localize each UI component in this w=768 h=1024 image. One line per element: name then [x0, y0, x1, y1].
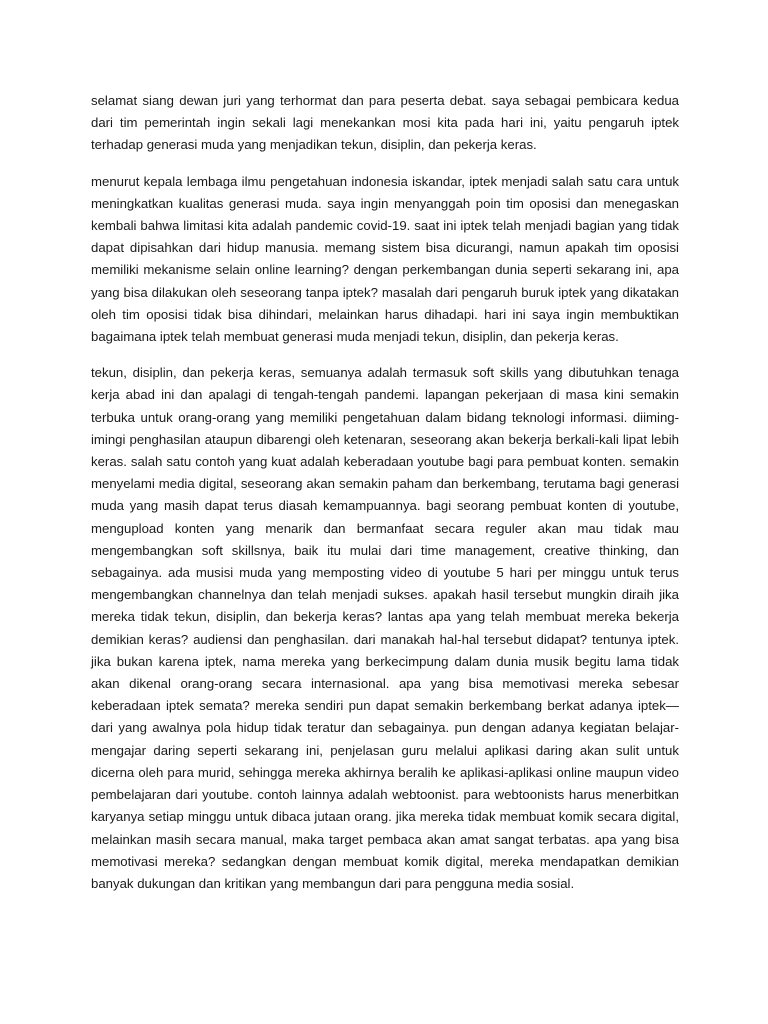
paragraph-argument: tekun, disiplin, dan pekerja keras, semuanya adalah termasuk soft skills yang dibutuhkan tenaga kerja abad ini dan apalagi di tengah-tengah pandemi. lapangan pekerjaan di masa kini semakin terbuka untuk orang-orang yang memiliki pengetahuan dalam bidang teknologi informasi. diiming-imingi penghasilan ataupun dibarengi oleh ketenaran, seseorang akan bekerja berkali-kali lipat lebih keras. salah satu contoh yang kuat adalah keberadaan youtube bagi para pembuat konten. semakin menyelami media digital, seseorang akan semakin paham dan berkembang, terutama bagi generasi muda yang masih dapat terus diasah kemampuannya. bagi seorang pembuat konten di youtube, mengupload konten yang menarik dan bermanfaat secara reguler akan mau tidak mau mengembangkan soft skillsnya, baik itu mulai dari time management, creative thinking, dan sebagainya. ada musisi muda yang memposting video di youtube 5 hari per minggu untuk terus mengembangkan channelnya dan telah menjadi sukses. apakah hasil tersebut mungkin diraih jika mereka tidak tekun, disiplin, dan bekerja keras? lantas apa yang telah membuat mereka bekerja demikian keras? audiensi dan penghasilan. dari manakah hal-hal tersebut didapat? tentunya iptek. jika bukan karena iptek, nama mereka yang berkecimpung dalam dunia musik begitu lama tidak akan dikenal orang-orang secara internasional. apa yang bisa memotivasi mereka sebesar keberadaan iptek semata? mereka sendiri pun dapat semakin berkembang berkat adanya iptek—dari yang awalnya pola hidup tidak teratur dan sebagainya. pun dengan adanya kegiatan belajar-mengajar daring seperti sekarang ini, penjelasan guru melalui aplikasi daring akan sulit untuk dicerna oleh para murid, sehingga mereka akhirnya beralih ke aplikasi-aplikasi online maupun video pembelajaran dari youtube. contoh lainnya adalah webtoonist. para webtoonists harus menerbitkan karyanya setiap minggu untuk dibaca jutaan orang. jika mereka tidak membuat komik secara digital, melainkan masih secara manual, maka target pembaca akan amat sangat terbatas. apa yang bisa memotivasi mereka? sedangkan dengan membuat komik digital, mereka mendapatkan demikian banyak dukungan dan kritikan yang membangun dari para pengguna media sosial.: [91, 365, 679, 891]
document-page: [91, 90, 679, 909]
paragraph-rebuttal: menurut kepala lembaga ilmu pengetahuan indonesia iskandar, iptek menjadi salah satu cara untuk meningkatkan kualitas generasi muda. saya ingin menyanggah poin tim oposisi dan menegaskan kembali bahwa limitasi kita adalah pandemic covid-19. saat ini iptek telah menjadi bagian yang tidak dapat dipisahkan dari hidup manusia. memang sistem bisa dicurangi, namun apakah tim oposisi memiliki mekanisme selain online learning? dengan perkembangan dunia seperti sekarang ini, apa yang bisa dilakukan oleh seseorang tanpa iptek? masalah dari pengaruh buruk iptek yang dikatakan oleh tim oposisi tidak bisa dihindari, melainkan harus dihadapi. hari ini saya ingin membuktikan bagaimana iptek telah membuat generasi muda menjadi tekun, disiplin, dan pekerja keras.: [91, 173, 679, 345]
paragraph-opening: selamat siang dewan juri yang terhormat dan para peserta debat. saya sebagai pembicara kedua dari tim pemerintah ingin sekali lagi menekankan mosi kita pada hari ini, yaitu pengaruh iptek terhadap generasi muda yang menjadikan tekun, disiplin, dan pekerja keras.: [91, 93, 679, 153]
